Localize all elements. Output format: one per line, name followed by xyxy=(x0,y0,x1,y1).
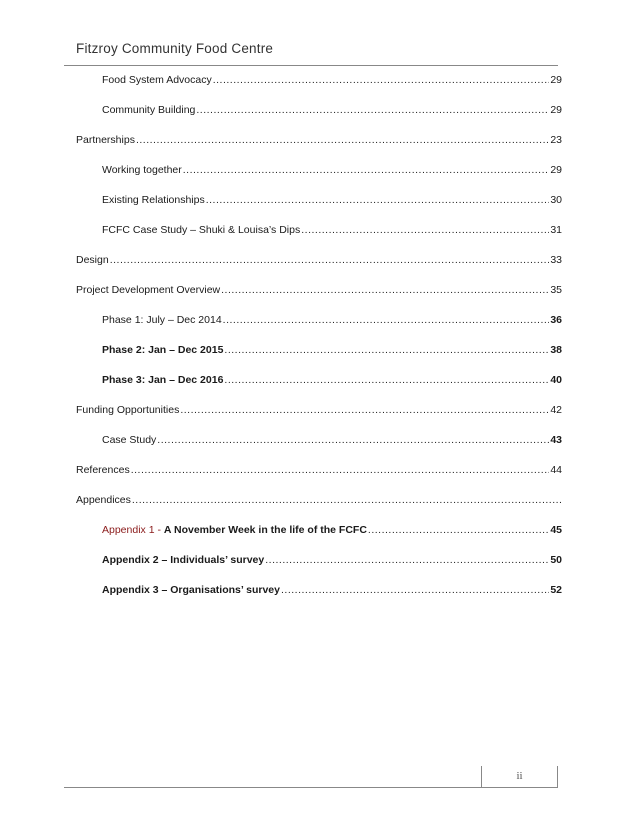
toc-leader-dots xyxy=(224,374,549,386)
toc-entry-page: 29 xyxy=(550,104,562,116)
toc-entry-case-study[interactable] xyxy=(102,434,562,446)
toc-entry-page: 33 xyxy=(550,254,562,266)
toc-entry-community-building[interactable] xyxy=(102,104,562,116)
toc-entry-page: 44 xyxy=(550,464,562,476)
toc-leader-dots xyxy=(224,344,549,356)
toc-entry-food-system-advocacy[interactable] xyxy=(102,74,562,86)
toc-entry-page: 52 xyxy=(550,584,562,596)
toc-entry-page: 42 xyxy=(550,404,562,416)
toc-entry-title: References xyxy=(76,464,130,476)
toc-leader-dots xyxy=(206,194,550,206)
toc-entry-page: 38 xyxy=(550,344,562,356)
toc-entry-appendix-2[interactable] xyxy=(102,554,562,566)
toc-entry-title: Funding Opportunities xyxy=(76,404,180,416)
toc-entry-page: 36 xyxy=(550,314,562,326)
toc-entry-project-development-overview[interactable] xyxy=(76,284,562,296)
toc-entry-title: Working together xyxy=(102,164,182,176)
toc-entry-appendix-3[interactable] xyxy=(102,584,562,596)
toc-entry-title: Existing Relationships xyxy=(102,194,205,206)
toc-entry-page: 40 xyxy=(550,374,562,386)
toc-leader-dots xyxy=(196,104,549,116)
toc-leader-dots xyxy=(368,524,549,536)
toc-entry-title: Partnerships xyxy=(76,134,135,146)
toc-entry-title: Phase 2: Jan – Dec 2015 xyxy=(102,344,224,356)
toc-entry-title: Case Study xyxy=(102,434,157,446)
toc-entry-title: FCFC Case Study – Shuki & Louisa’s Dips xyxy=(102,224,301,236)
toc-entry-title: Food System Advocacy xyxy=(102,74,212,86)
toc-leader-dots xyxy=(281,584,549,596)
toc-leader-dots xyxy=(110,254,550,266)
toc-entry-page: 35 xyxy=(550,284,562,296)
toc-entry-title: Appendix 3 – Organisations’ survey xyxy=(102,584,280,596)
toc-leader-dots xyxy=(157,434,549,446)
footer-divider xyxy=(64,787,558,788)
toc-entry-existing-relationships[interactable] xyxy=(102,194,562,206)
toc-leader-dots xyxy=(132,494,561,506)
toc-entry-partnerships[interactable] xyxy=(76,134,562,146)
toc-entry-page: 43 xyxy=(550,434,562,446)
toc-entry-page: 30 xyxy=(550,194,562,206)
toc-entry-page: 31 xyxy=(550,224,562,236)
toc-entry-title xyxy=(102,524,367,536)
toc-entry-title: Appendices xyxy=(76,494,131,506)
toc-leader-dots xyxy=(301,224,549,236)
toc-leader-dots xyxy=(221,284,549,296)
toc-entry-design[interactable] xyxy=(76,254,562,266)
toc-entry-working-together[interactable] xyxy=(102,164,562,176)
toc-entry-title: Phase 3: Jan – Dec 2016 xyxy=(102,374,224,386)
document-title: Fitzroy Community Food Centre xyxy=(76,41,274,56)
page-number: ii xyxy=(516,770,523,782)
toc-leader-dots xyxy=(131,464,550,476)
toc-entry-appendices[interactable] xyxy=(76,494,562,506)
toc-entry-title: Design xyxy=(76,254,109,266)
toc-entry-funding-opportunities[interactable] xyxy=(76,404,562,416)
toc-entry-phase-1[interactable] xyxy=(102,314,562,326)
toc-leader-dots xyxy=(183,164,550,176)
toc-entry-page: 23 xyxy=(550,134,562,146)
toc-entry-title: Community Building xyxy=(102,104,196,116)
toc-entry-fcfc-case-study[interactable] xyxy=(102,224,562,236)
toc-entry-page: 50 xyxy=(550,554,562,566)
toc-entry-title: Project Development Overview xyxy=(76,284,221,296)
toc-entry-title: Phase 1: July – Dec 2014 xyxy=(102,314,222,326)
toc-entry-page: 29 xyxy=(550,74,562,86)
toc-leader-dots xyxy=(180,404,549,416)
toc-entry-title: Appendix 2 – Individuals’ survey xyxy=(102,554,265,566)
toc-entry-page: 29 xyxy=(550,164,562,176)
toc-entry-phase-3[interactable] xyxy=(102,374,562,386)
toc-leader-dots xyxy=(213,74,550,86)
toc-entry-appendix-1[interactable] xyxy=(102,524,562,536)
toc-entry-title-text: A November Week in the life of the FCFC xyxy=(163,524,367,536)
page-number-box xyxy=(481,766,558,787)
toc-entry-prefix: Appendix 1 - xyxy=(102,524,164,536)
toc-entry-page: 45 xyxy=(550,524,562,536)
toc-entry-phase-2[interactable] xyxy=(102,344,562,356)
toc-leader-dots xyxy=(265,554,549,566)
toc-leader-dots xyxy=(223,314,550,326)
header-divider xyxy=(64,65,558,66)
toc-entry-references[interactable] xyxy=(76,464,562,476)
toc-leader-dots xyxy=(136,134,549,146)
